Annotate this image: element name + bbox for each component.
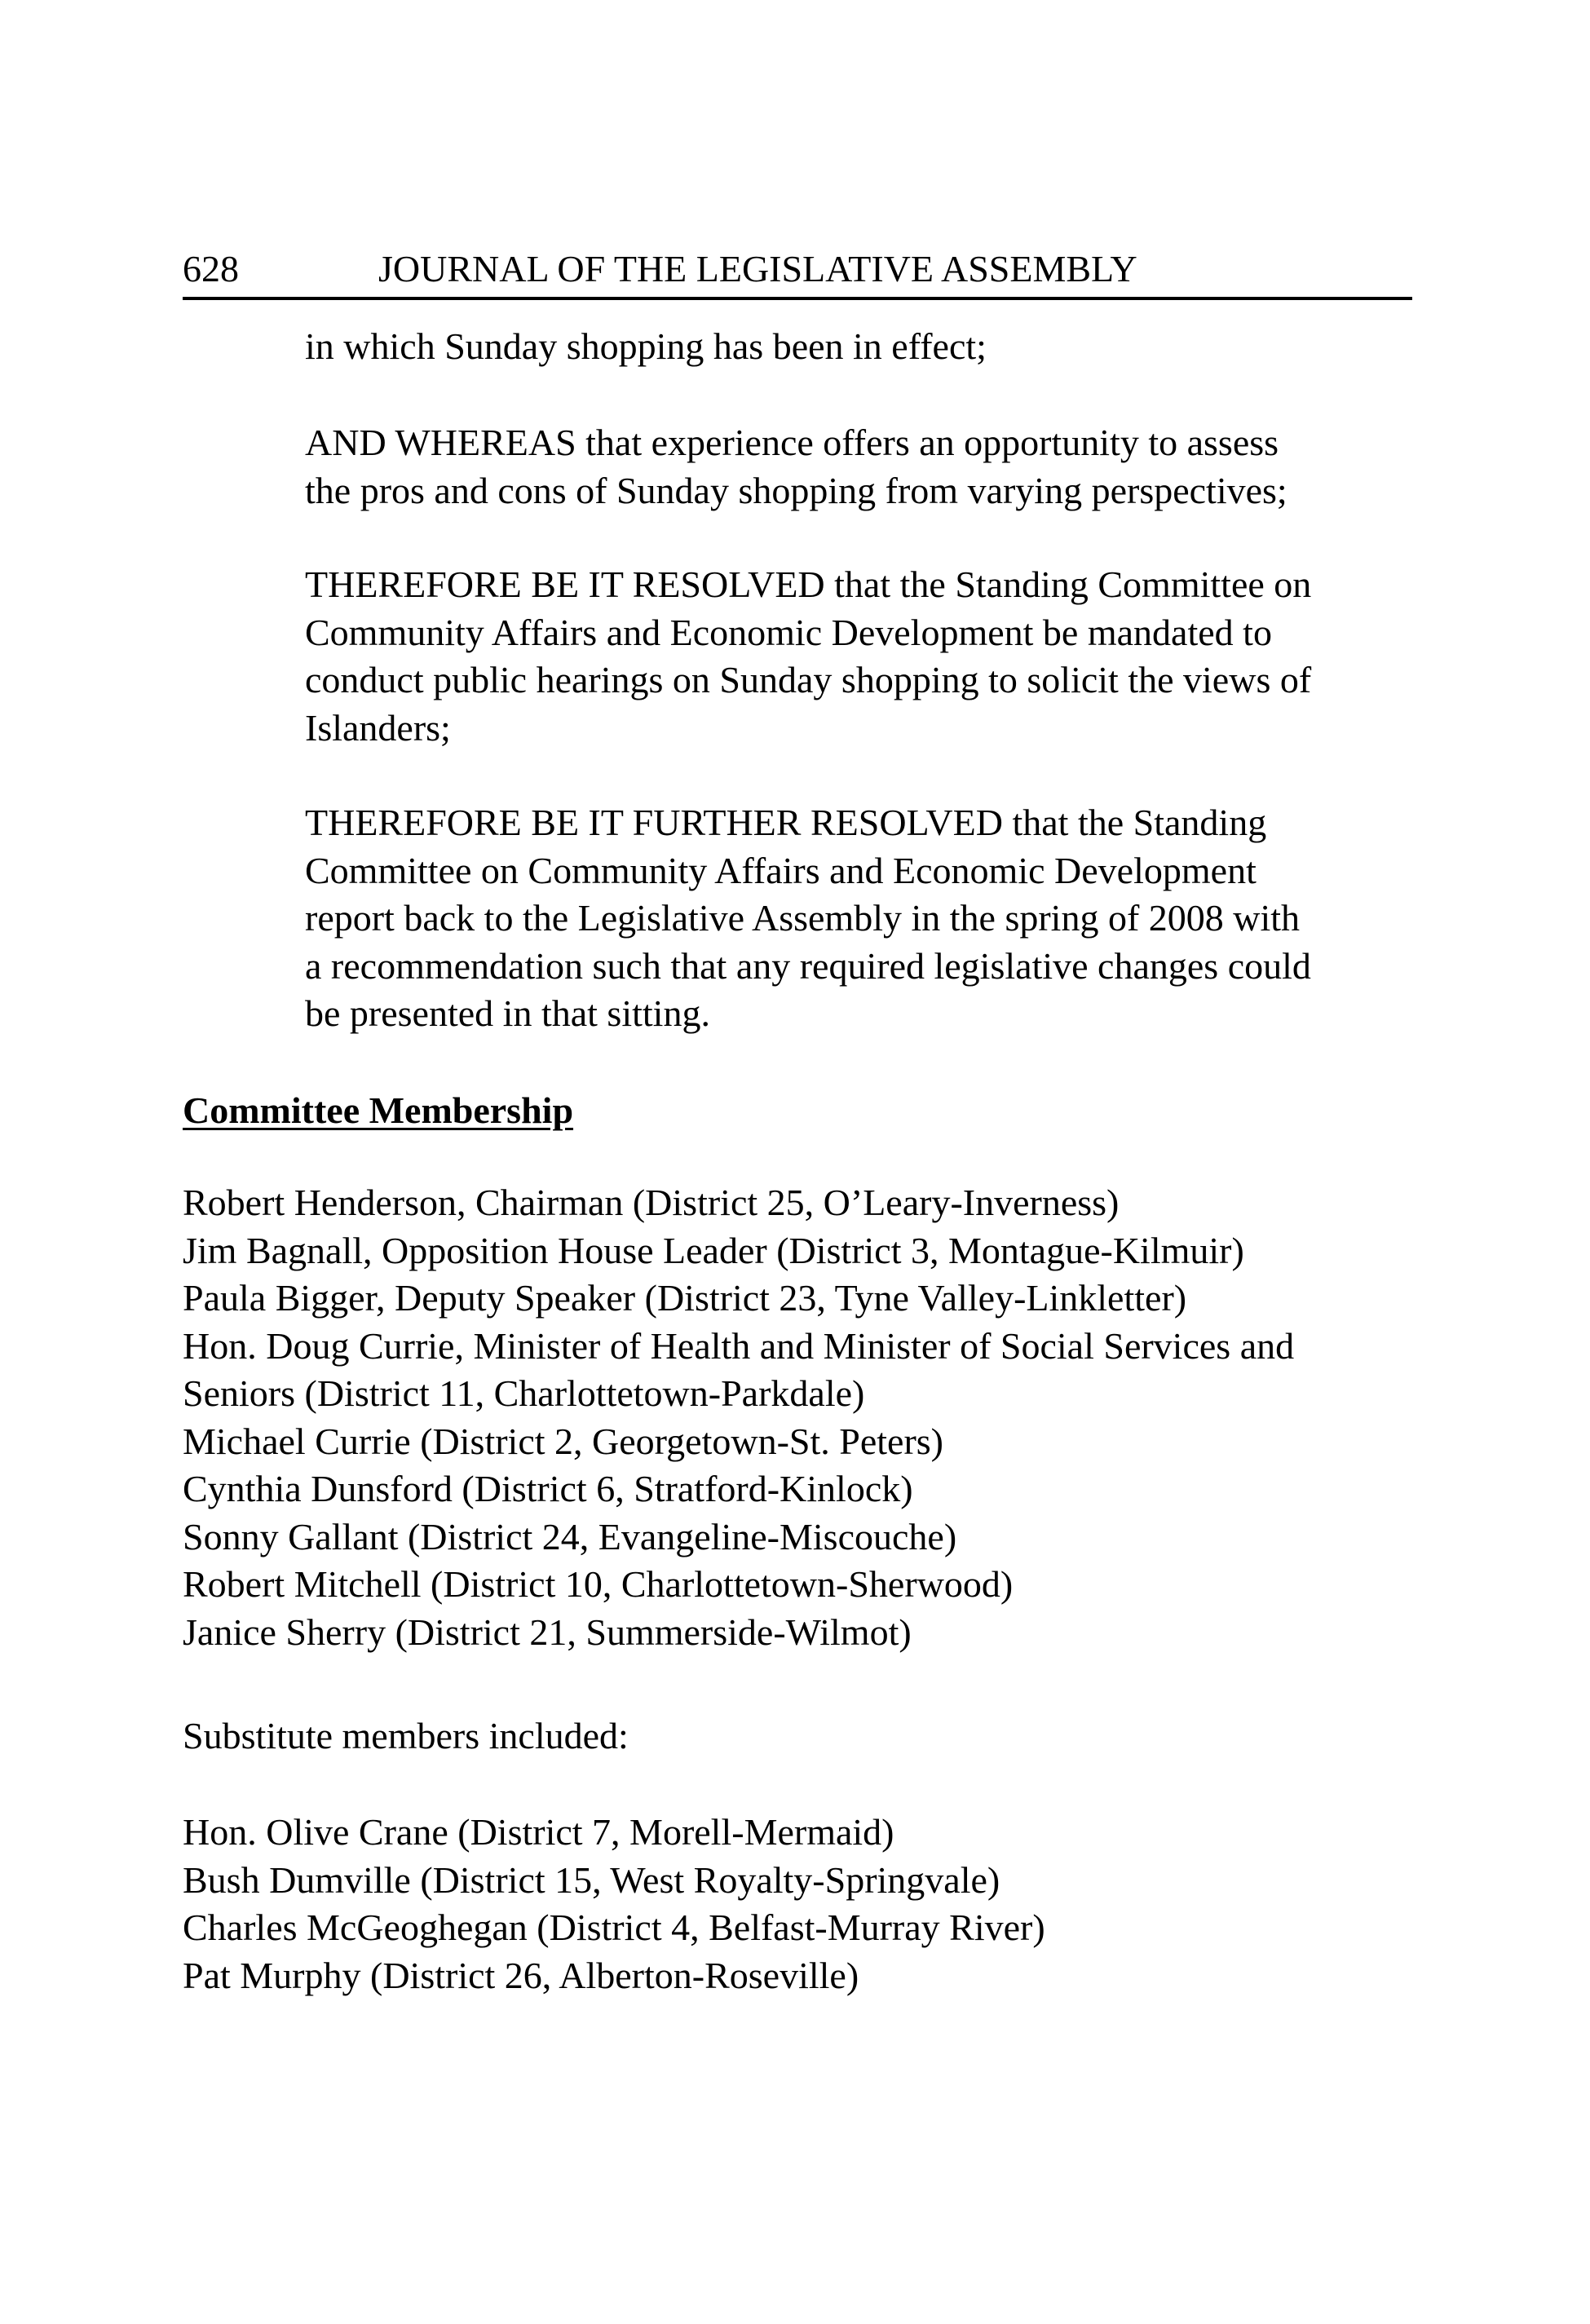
list-item: Pat Murphy (District 26, Alberton-Roseville): [183, 1954, 859, 1996]
list-item: Robert Mitchell (District 10, Charlottetown-Sherwood): [183, 1563, 1014, 1605]
list-item: Michael Currie (District 2, Georgetown-St. Peters): [183, 1420, 943, 1462]
substitutes-label: Substitute members included:: [183, 1715, 629, 1756]
list-item: Jim Bagnall, Opposition House Leader (District 3, Montague-Kilmuir): [183, 1229, 1244, 1271]
paragraph-line: Islanders;: [305, 706, 451, 749]
list-item: Sonny Gallant (District 24, Evangeline-Miscouche): [183, 1515, 957, 1557]
paragraph-line: the pros and cons of Sunday shopping from varying perspectives;: [305, 469, 1287, 511]
substitute-member-list: [183, 1809, 1422, 1999]
list-item: Janice Sherry (District 21, Summerside-Wilmot): [183, 1610, 912, 1653]
resolved-paragraph: [305, 561, 1422, 752]
paragraph-line: THEREFORE BE IT FURTHER RESOLVED that the Standing: [305, 802, 1267, 843]
page-number: 628: [183, 248, 239, 289]
paragraph-line: report back to the Legislative Assembly in the spring of 2008 with: [305, 897, 1301, 939]
list-item: Bush Dumville (District 15, West Royalty-Springvale): [183, 1858, 1000, 1901]
committee-membership-heading: Committee Membership: [183, 1089, 574, 1131]
running-header: [183, 241, 1412, 300]
paragraph-line: in which Sunday shopping has been in effect;: [305, 325, 987, 367]
whereas-paragraph: [305, 419, 1422, 515]
list-item: Seniors (District 11, Charlottetown-Parkdale): [183, 1372, 865, 1414]
paragraph-line: Community Affairs and Economic Development be mandated to: [305, 611, 1272, 653]
paragraph-line: be presented in that sitting.: [305, 992, 710, 1034]
journal-title: JOURNAL OF THE LEGISLATIVE ASSEMBLY: [378, 248, 1137, 289]
list-item: Cynthia Dunsford (District 6, Stratford-Kinlock): [183, 1468, 913, 1509]
list-item: Hon. Doug Currie, Minister of Health and Minister of Social Services and: [183, 1324, 1295, 1367]
paragraph-line: conduct public hearings on Sunday shopping to solicit the views of: [305, 659, 1312, 700]
list-item: Hon. Olive Crane (District 7, Morell-Mermaid): [183, 1811, 894, 1853]
further-resolved-paragraph: [305, 799, 1422, 1038]
paragraph-line: THEREFORE BE IT RESOLVED that the Standing Committee on: [305, 563, 1312, 605]
list-item: Paula Bigger, Deputy Speaker (District 23, Tyne Valley-Linkletter): [183, 1277, 1187, 1319]
list-item: Charles McGeoghegan (District 4, Belfast-Murray River): [183, 1906, 1045, 1948]
paragraph-line: Committee on Community Affairs and Economic Development: [305, 849, 1257, 891]
paragraph-line: AND WHEREAS that experience offers an opportunity to assess: [305, 422, 1279, 463]
committee-member-list: [183, 1179, 1422, 1656]
list-item: Robert Henderson, Chairman (District 25, O’Leary-Inverness): [183, 1182, 1120, 1223]
paragraph-continuation: [305, 323, 1422, 371]
paragraph-line: a recommendation such that any required legislative changes could: [305, 944, 1311, 987]
